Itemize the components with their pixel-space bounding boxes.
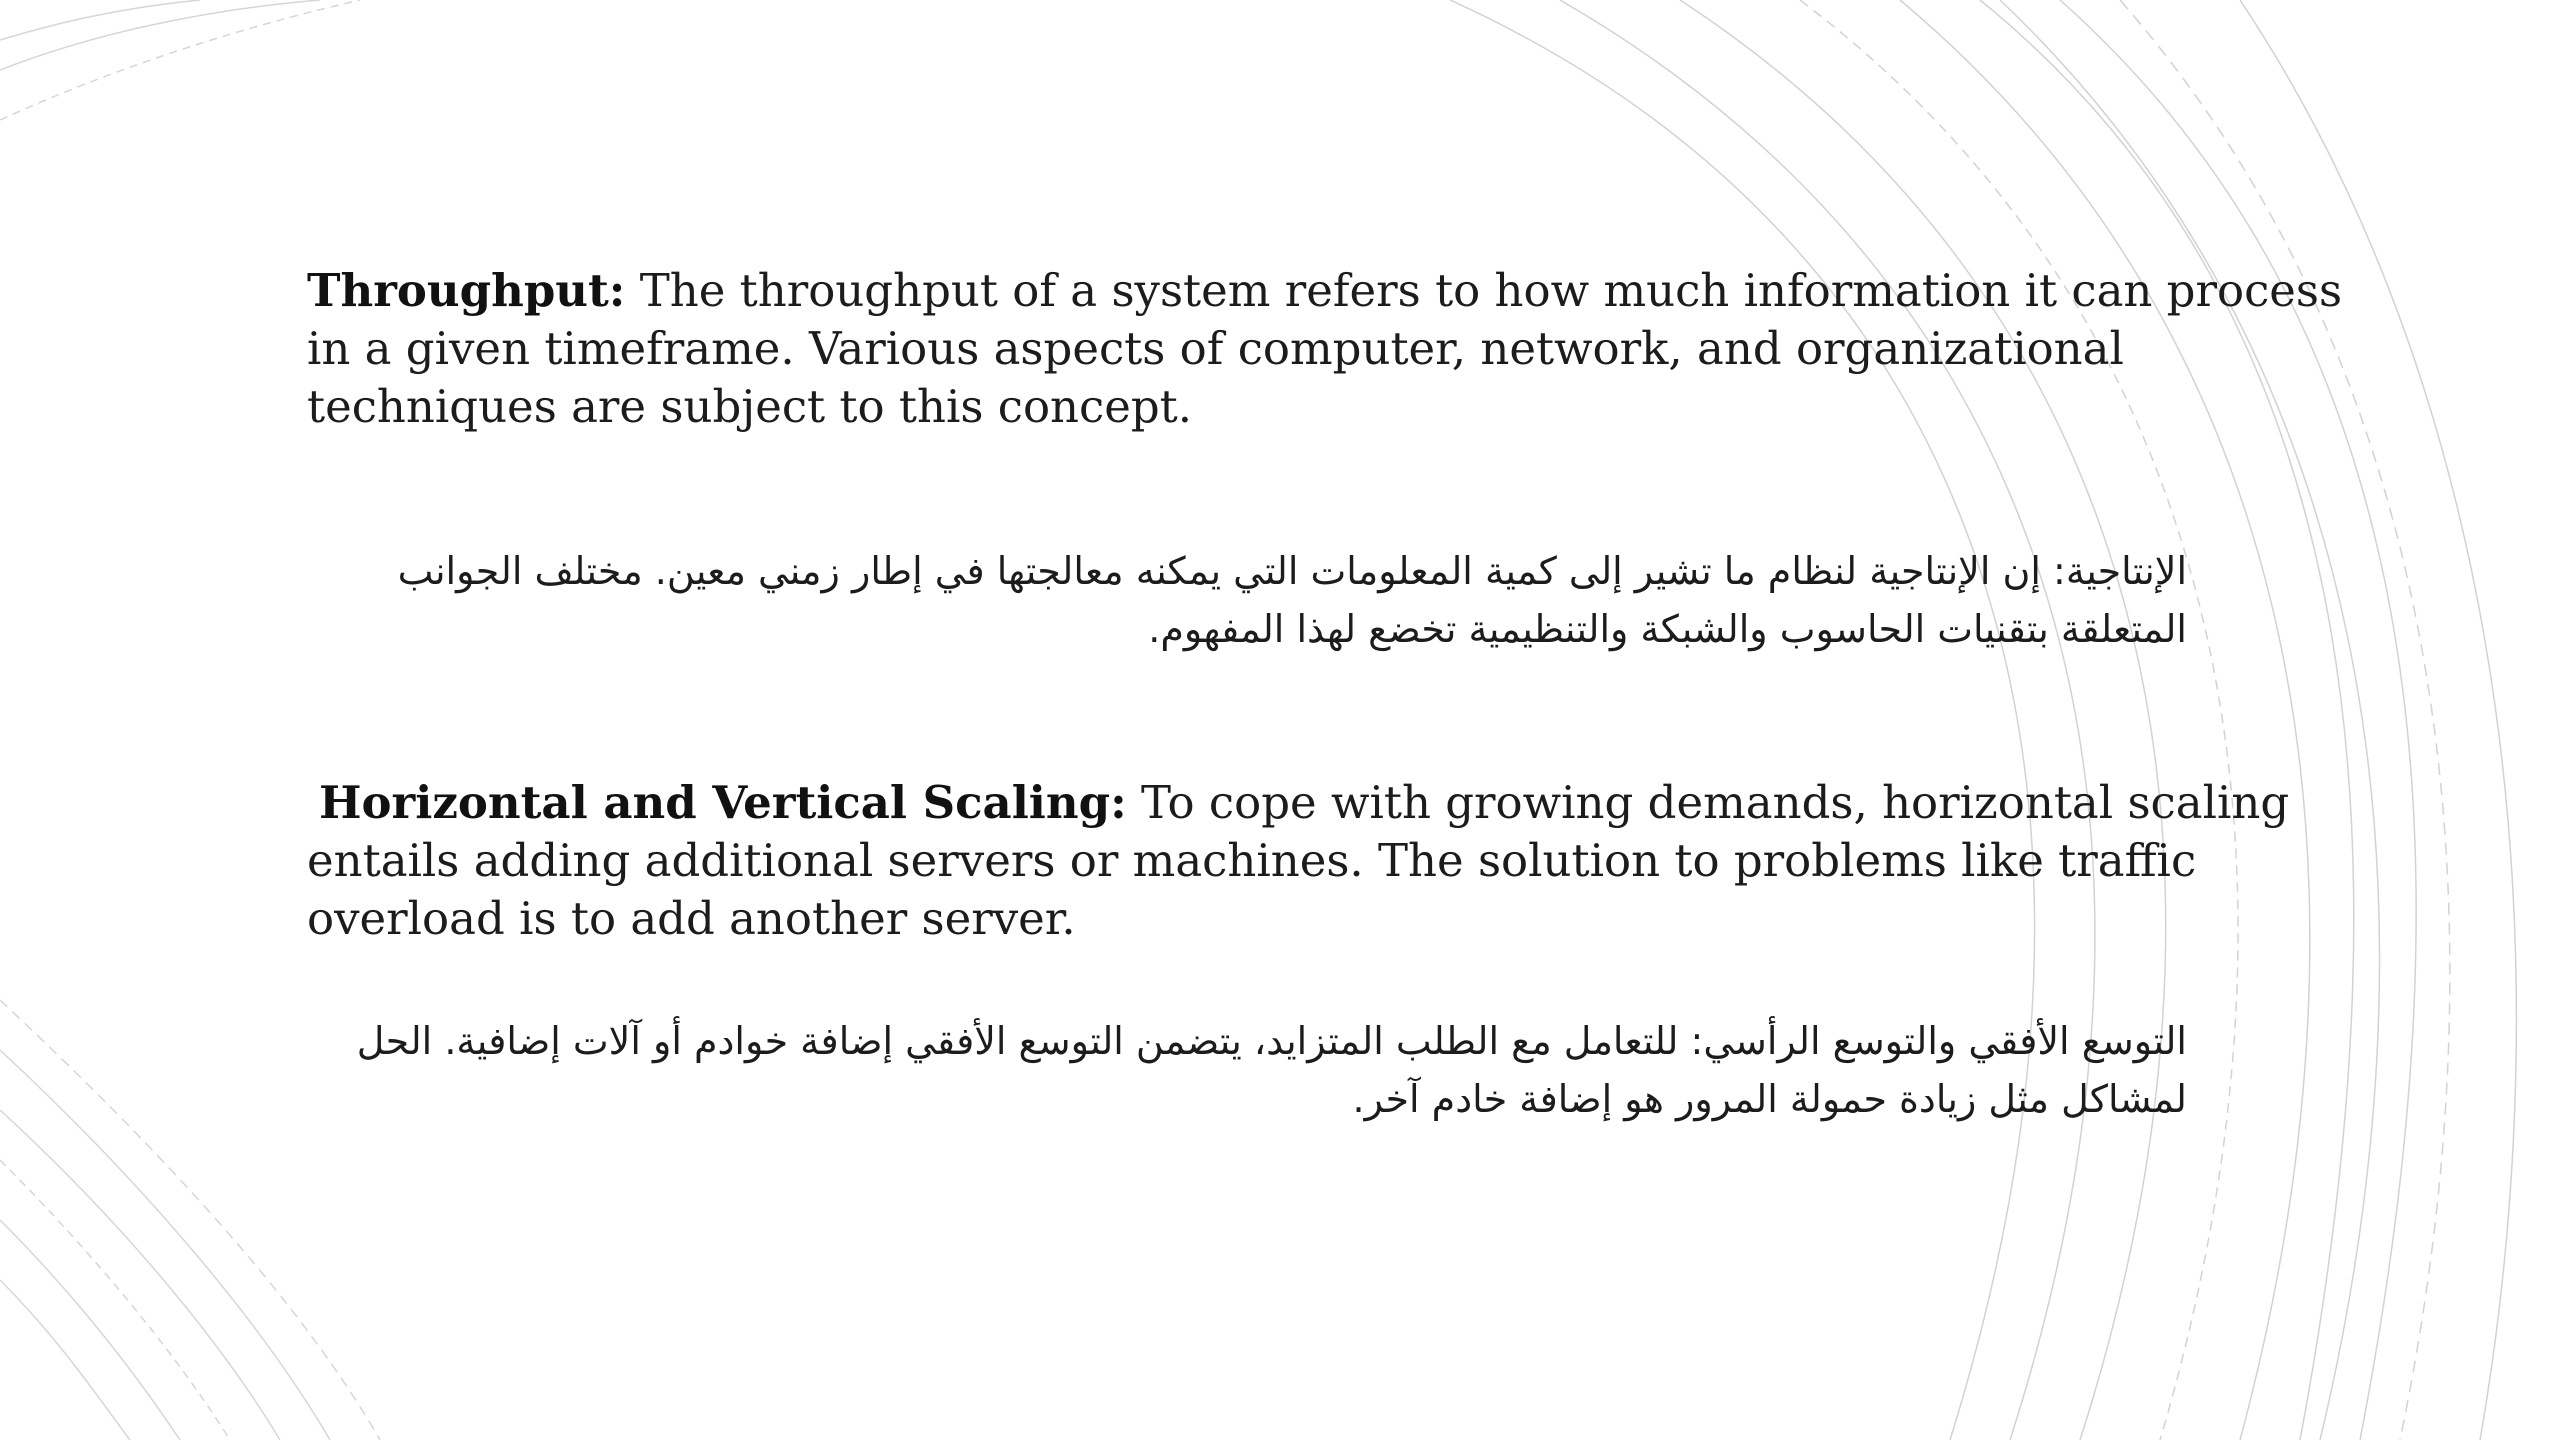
scaling-term: Horizontal and Vertical Scaling: — [319, 776, 1127, 829]
slide-content — [307, 262, 2347, 1128]
throughput-paragraph — [307, 262, 2347, 436]
scaling-text: To cope with growing demands, horizontal scaling entails adding additional servers or machines. The solution to problems like traffic overload is to add another server. — [307, 776, 2290, 945]
scaling-arabic-paragraph: التوسع الأفقي والتوسع الرأسي: للتعامل مع الطلب المتزايد، يتضمن التوسع الأفقي إضافة خوادم أو آلات إضافية. الحل لمشاكل مثل زيادة حمولة المرور هو إضافة خادم آخر. — [356, 1019, 2187, 1121]
throughput-term: Throughput: — [307, 264, 626, 317]
throughput-text: The throughput of a system refers to how much information it can process in a given timeframe. Various aspects of computer, network, and organizational techniques are subject to this concept. — [307, 264, 2343, 433]
top-left-arcs — [0, 0, 360, 120]
throughput-arabic-paragraph: الإنتاجية: إن الإنتاجية لنظام ما تشير إلى كمية المعلومات التي يمكنه معالجتها في إطار زمني معين. مختلف الجوانب المتعلقة بتقنيات الحاسوب والشبكة والتنظيمية تخضع لهذا المفهوم. — [397, 549, 2187, 651]
scaling-paragraph — [307, 774, 2347, 948]
